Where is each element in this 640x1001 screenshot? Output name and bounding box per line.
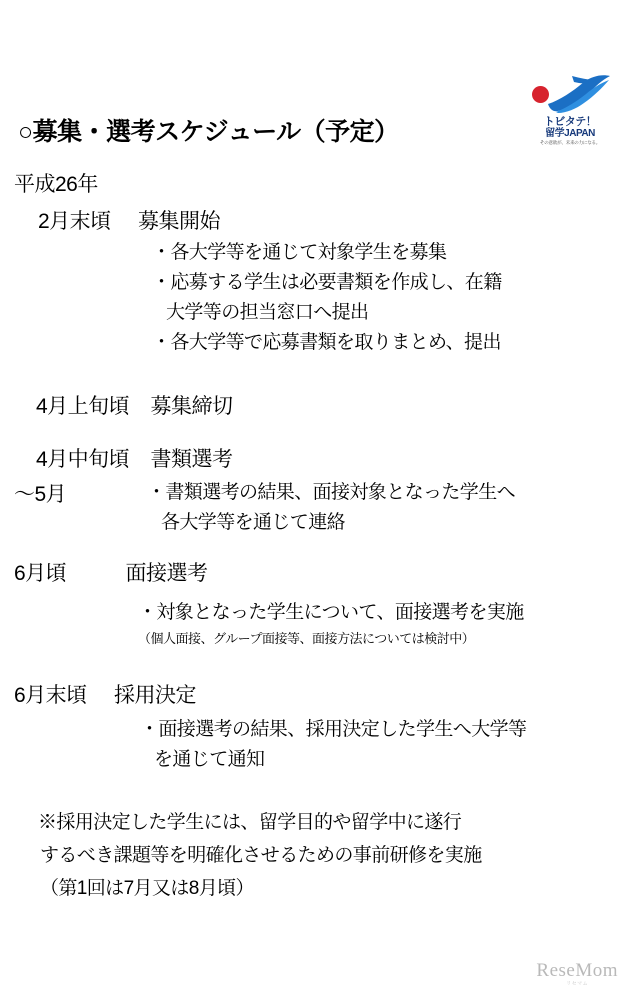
- schedule-bullets-4: [138, 598, 524, 650]
- schedule-row-4: [14, 557, 208, 587]
- schedule-heading-1: 募集開始: [138, 210, 221, 233]
- bullet-item: ・応募する学生は必要書類を作成し、在籍: [152, 272, 502, 293]
- bullet-item: ・各大学等を通じて対象学生を募集: [152, 242, 447, 263]
- schedule-note-4: （個人面接、グループ面接等、面接方法については検討中）: [138, 631, 475, 646]
- bullet-item: ・各大学等で応募書類を取りまとめ、提出: [152, 332, 501, 353]
- schedule-row-5: [14, 679, 196, 709]
- schedule-bullets-1: [152, 238, 502, 358]
- page-title: ○募集・選考スケジュール（予定）: [18, 118, 399, 146]
- schedule-date-1: 2月末頃: [38, 210, 111, 233]
- schedule-bullets-3: [147, 478, 515, 538]
- footnote-block: [38, 806, 482, 905]
- footnote-line: ※採用決定した学生には、留学目的や留学中に遂行: [38, 812, 462, 833]
- bullet-continuation: 各大学等を通じて連絡: [161, 512, 346, 533]
- footnote-line: するべき課題等を明確化させるための事前研修を実施: [40, 845, 482, 866]
- schedule-heading-5: 採用決定: [114, 684, 197, 707]
- schedule-row-1: [38, 205, 220, 235]
- logo-line3: その意欲が、未来の力になる。: [539, 140, 601, 145]
- schedule-bullets-5: [140, 715, 526, 775]
- footnote-line: （第1回は7月又は8月頃）: [40, 878, 254, 899]
- bullet-continuation: 大学等の担当窓口へ提出: [166, 302, 369, 323]
- schedule-row-2: [36, 390, 233, 420]
- watermark-main: ReseMom: [536, 960, 618, 981]
- schedule-date-5: 6月末頃: [14, 684, 87, 707]
- bullet-continuation: を通じて通知: [154, 749, 265, 770]
- bird-icon: [546, 74, 612, 114]
- logo-line2: 留学JAPAN: [545, 128, 595, 139]
- logo-graphic: [524, 72, 616, 116]
- schedule-heading-2: 募集締切: [150, 395, 233, 418]
- year-label: 平成26年: [14, 173, 98, 196]
- watermark: [536, 960, 618, 987]
- schedule-row-3: [36, 443, 233, 473]
- logo-line1: トビタテ！: [543, 116, 597, 128]
- schedule-heading-4: 面接選考: [125, 562, 208, 585]
- schedule-date-3-second: 〜5月: [14, 483, 67, 506]
- schedule-date-2: 4月上旬頃: [36, 395, 130, 418]
- schedule-date-3: 4月中旬頃: [36, 448, 130, 471]
- schedule-date-4: 6月頃: [14, 562, 67, 585]
- bullet-item: ・対象となった学生について、面接選考を実施: [138, 602, 524, 623]
- watermark-sub: リセマム: [566, 981, 589, 987]
- schedule-heading-3: 書類選考: [150, 448, 233, 471]
- tobitate-logo: [524, 72, 616, 144]
- bullet-item: ・書類選考の結果、面接対象となった学生へ: [147, 482, 516, 503]
- bullet-item: ・面接選考の結果、採用決定した学生へ大学等: [140, 719, 527, 740]
